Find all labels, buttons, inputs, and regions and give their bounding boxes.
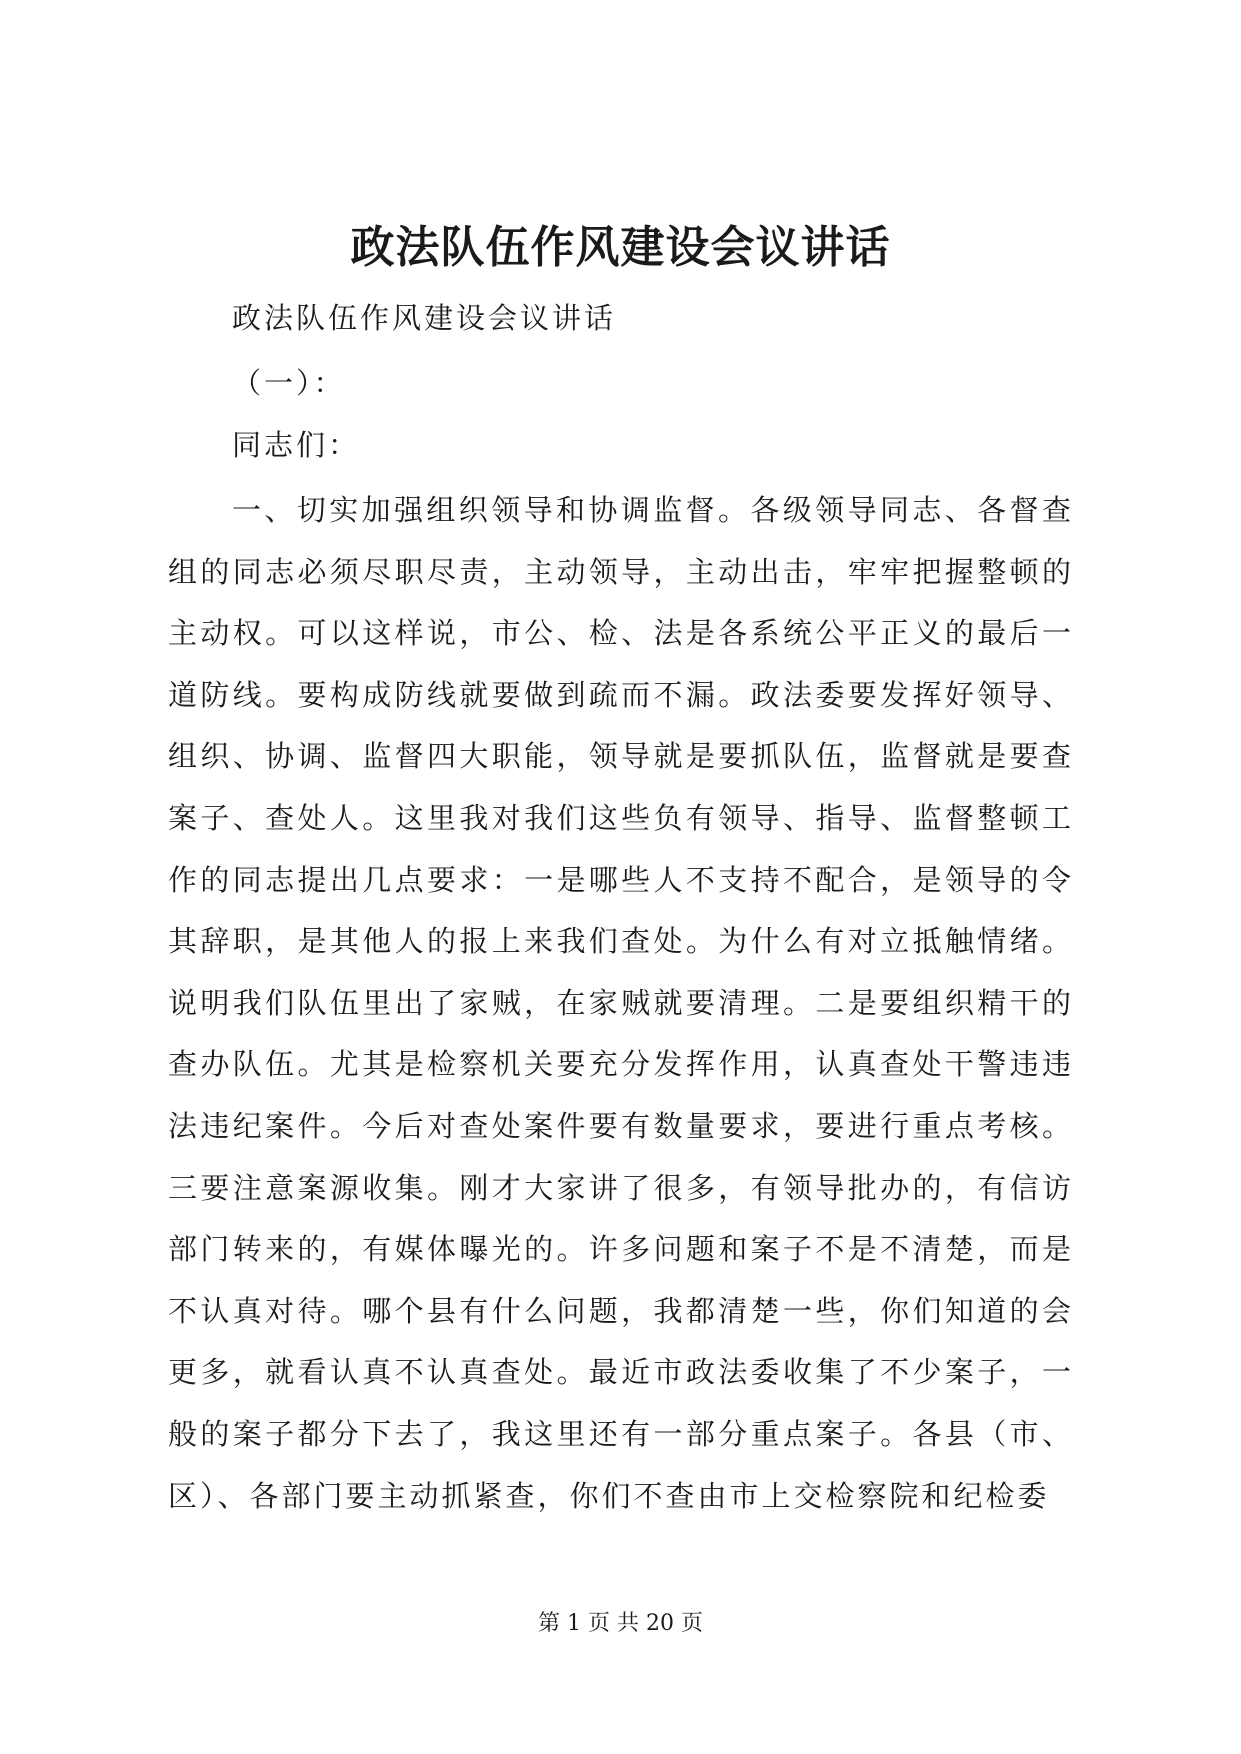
salutation: 同志们：	[232, 428, 361, 462]
section-marker: （一）：	[232, 366, 346, 400]
page-number-label: 第 1 页 共 20 页	[538, 1611, 703, 1636]
document-subtitle: 政法队伍作风建设会议讲话	[232, 301, 617, 335]
document-title: 政法队伍作风建设会议讲话	[350, 222, 891, 273]
page-footer	[0, 1609, 1241, 1639]
body-paragraph: 一、切实加强组织领导和协调监督。各级领导同志、各督查组的同志必须尽职尽责，主动领导，主动出击，牢牢把握整顿的主动权。可以这样说，市公、检、法是各系统公平正义的最后一道防线。要构成防线就要做到疏而不漏。政法委要发挥好领导、组织、协调、监督四大职能，领导就是要抓队伍，监督就是要查案子、查处人。这里我对我们这些负有领导、指导、监督整顿工作的同志提出几点要求：一是哪些人不支持不配合，是领导的令其辞职，是其他人的报上来我们查处。为什么有对立抵触情绪。说明我们队伍里出了家贼，在家贼就要清理。二是要组织精干的查办队伍。尤其是检察机关要充分发挥作用，认真查处干警违违法违纪案件。今后对查处案件要有数量要求，要进行重点考核。三要注意案源收集。刚才大家讲了很多，有领导批办的，有信访部门转来的，有媒体曝光的。许多问题和案子不是不清楚，而是不认真对待。哪个县有什么问题，我都清楚一些，你们知道的会更多，就看认真不认真查处。最近市政法委收集了不少案子，一般的案子都分下去了，我这里还有一部分重点案子。各县（市、区）、各部门要主动抓紧查，你们不查由市上交检察院和纪检委	[168, 493, 1074, 1513]
